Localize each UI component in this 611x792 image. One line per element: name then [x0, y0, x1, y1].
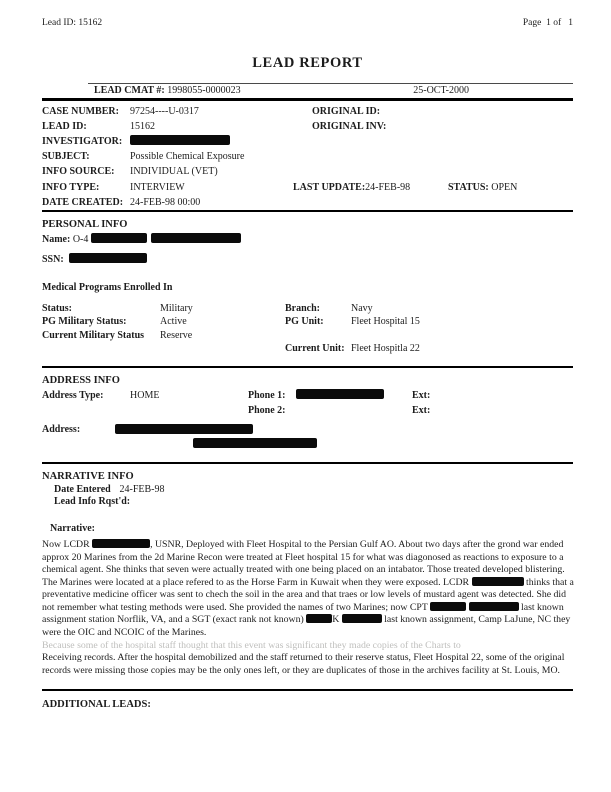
- info-type-label: INFO TYPE:: [42, 181, 100, 193]
- subject-row: [42, 149, 573, 164]
- lead-id-header: Lead ID: 15162: [42, 18, 103, 28]
- personal-status-grid: [42, 302, 573, 356]
- narrative-segment: thinks that a preventative medicine officer was sent to chech the soil in the area and that traes or low levels of mustard agent was detected. She did not remember what testing methods were used. She provided the names of two Marines; now CPT: [42, 576, 574, 613]
- section-divider: [42, 462, 573, 464]
- case-number-label: CASE NUMBER:: [42, 105, 119, 117]
- date-created-value: 24-FEB-98 00:00: [130, 196, 201, 208]
- case-number-value: 97254----U-0317: [130, 105, 199, 117]
- pg-military-status-value: Active: [160, 316, 187, 328]
- cmat-value: 1998055-0000023: [167, 85, 241, 96]
- address-type-value: HOME: [130, 389, 160, 401]
- cmat-row: [42, 84, 573, 98]
- lead-info-rqstd-label: Lead Info Rqst'd:: [54, 496, 131, 508]
- address-grid: [42, 388, 573, 418]
- redaction-bar: [92, 539, 150, 548]
- investigator-row: [42, 134, 573, 149]
- current-unit-label: Current Unit:: [285, 343, 345, 355]
- name-label: Name:: [42, 233, 71, 245]
- ext1-label: Ext:: [412, 389, 431, 401]
- phone1-label: Phone 1:: [248, 389, 286, 401]
- redaction-bar: [469, 602, 519, 611]
- lead-id-label: LEAD ID:: [42, 120, 87, 132]
- report-title: LEAD REPORT: [252, 55, 363, 71]
- status-mil-label: Status:: [42, 302, 73, 314]
- narrative-faded-line: Because some of the hospital staff thought that this event was significant they made copies of the Charts to: [42, 639, 461, 651]
- date-entered-row: [42, 484, 573, 497]
- date-created-row: [42, 195, 573, 210]
- lead-id-row: [42, 119, 573, 134]
- narrative-segment: , USNR, Deployed with Fleet Hospital to the Persian Gulf AO. About two days after the grond war ended approx 20 Marines from the 2d Marine Recon were treated at Fleet hospital 15 for what was diagonosed as reactions to exposure to a chemical agent. She thinks that seven were actually treated with one being placed on an intabator. Those treated developed blistering. The Marines were located at a place refered to as the Horse Farm in Kuwait when they were exposed. LCDR: [42, 538, 565, 588]
- personal-info-heading: PERSONAL INFO: [42, 218, 128, 230]
- subject-value: Possible Chemical Exposure: [130, 151, 245, 163]
- current-military-status-label: Current Military Status: [42, 329, 145, 341]
- narrative-segment: Receiving records. After the hospital demobilized and the staff returned to their reserve status, Fleet Hospital 22, some of the original records were missing those copies may be the only ones left, or they are duplicates of those in the archives facility at St. Louis, MO.: [42, 652, 565, 676]
- section-divider: [42, 366, 573, 368]
- redaction-bar-last-name: [151, 233, 241, 243]
- phone2-label: Phone 2:: [248, 404, 286, 416]
- ssn-row: [42, 253, 573, 265]
- cmat-label: LEAD CMAT #:: [94, 85, 165, 96]
- section-divider: [42, 98, 573, 101]
- current-unit-value: Fleet Hospitla 22: [351, 343, 420, 355]
- narrative-segment: last known assignment station Norflik, VA, and a SGT (exact rank not known): [42, 601, 564, 626]
- info-type-value: INTERVIEW: [130, 181, 185, 193]
- branch-value: Navy: [351, 302, 373, 314]
- status-value: OPEN: [491, 181, 518, 193]
- redaction-bar-ssn: [69, 253, 147, 263]
- redaction-bar: [342, 614, 382, 623]
- medical-programs-heading: Medical Programs Enrolled In: [42, 281, 173, 293]
- status-label: STATUS:: [448, 181, 489, 193]
- date-entered-value: 24-FEB-98: [119, 483, 165, 495]
- info-source-row: [42, 164, 573, 179]
- last-update-value: 24-FEB-98: [365, 181, 411, 193]
- section-divider: [42, 210, 573, 212]
- redaction-bar-address-line2: [193, 438, 317, 448]
- address-label: Address:: [42, 423, 81, 435]
- name-row: [42, 233, 573, 245]
- lead-id-value: 15162: [130, 120, 155, 132]
- info-source-label: INFO SOURCE:: [42, 166, 115, 178]
- case-info-block: [42, 104, 573, 210]
- original-id-label: ORIGINAL ID:: [312, 105, 381, 117]
- pg-unit-label: PG Unit:: [285, 316, 324, 328]
- last-update-label: LAST UPDATE:: [293, 181, 366, 193]
- subject-label: SUBJECT:: [42, 151, 90, 163]
- address-row: [42, 424, 573, 450]
- branch-label: Branch:: [285, 302, 320, 314]
- info-type-row: [42, 180, 573, 195]
- case-number-row: [42, 104, 573, 119]
- address-type-label: Address Type:: [42, 389, 104, 401]
- address-info-heading: ADDRESS INFO: [42, 374, 120, 386]
- narrative-segment: last known assignment, Camp LaJune, NC they were the OIC and NCOIC of the Marines.: [42, 614, 571, 639]
- redaction-bar-address-line1: [115, 424, 253, 434]
- ext2-label: Ext:: [412, 404, 431, 416]
- redaction-bar-first-name: [91, 233, 147, 243]
- current-military-status-value: Reserve: [160, 329, 193, 341]
- redaction-bar-investigator: [130, 135, 230, 145]
- ssn-label: SSN:: [42, 253, 64, 265]
- pg-unit-value: Fleet Hospital 15: [351, 316, 420, 328]
- info-source-value: INDIVIDUAL (VET): [130, 166, 218, 178]
- page-number: Page 1 of 1: [522, 18, 573, 28]
- narrative-label: Narrative:: [50, 522, 95, 534]
- redaction-bar: [430, 602, 466, 611]
- narrative-segment: Now LCDR: [42, 538, 93, 550]
- pg-military-status-label: PG Military Status:: [42, 316, 127, 328]
- date-created-label: DATE CREATED:: [42, 196, 124, 208]
- redaction-bar: [306, 614, 332, 623]
- redaction-bar-phone1: [296, 389, 384, 399]
- name-rank: O-4: [72, 233, 89, 245]
- original-inv-label: ORIGINAL INV:: [312, 120, 387, 132]
- additional-leads-heading: ADDITIONAL LEADS:: [42, 699, 151, 711]
- section-divider: [42, 689, 573, 691]
- narrative-segment: K: [332, 614, 342, 626]
- narrative-info-heading: NARRATIVE INFO: [42, 470, 134, 482]
- narrative-text: [42, 539, 575, 678]
- cmat-date: 25-OCT-2000: [413, 85, 469, 96]
- status-mil-value: Military: [160, 302, 193, 314]
- redaction-bar: [472, 577, 524, 586]
- date-entered-label: Date Entered: [54, 483, 111, 495]
- page-top-row: [42, 18, 573, 28]
- investigator-label: INVESTIGATOR:: [42, 135, 123, 147]
